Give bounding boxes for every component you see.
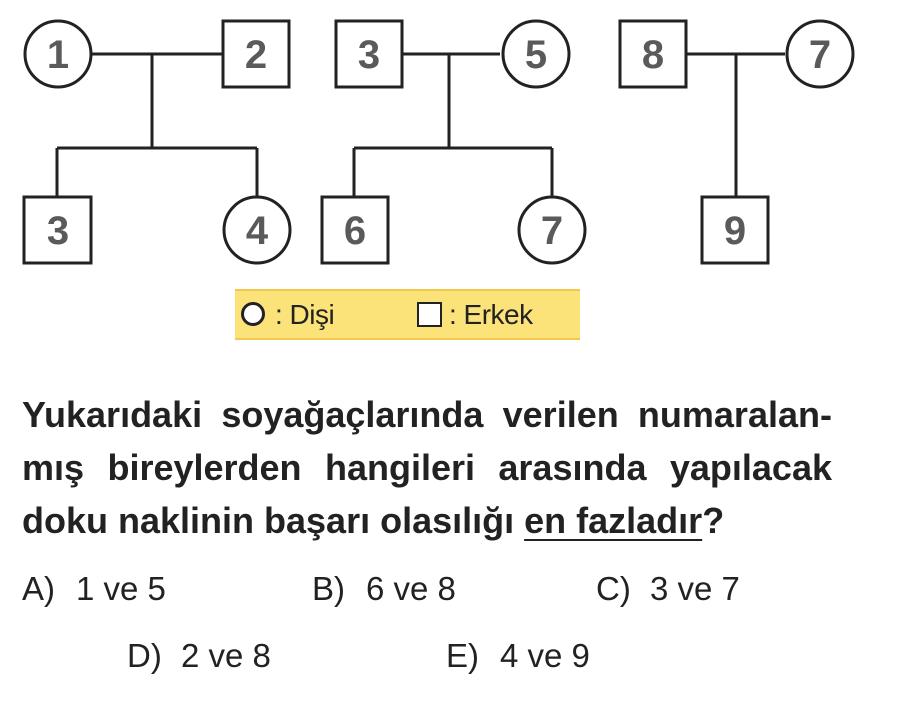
question-word: bireylerden (107, 447, 302, 488)
question-word: soyağaçlarında (221, 394, 484, 435)
individual-number: 9 (723, 209, 747, 253)
individual-9-male (702, 197, 768, 263)
question-text-part: doku naklinin başarı olasılığı (22, 500, 525, 541)
individual-number: 4 (245, 209, 269, 253)
option-text: 3 ve 7 (650, 570, 740, 607)
question-word: yapılacak (669, 447, 832, 488)
question-text (22, 388, 832, 547)
option-letter: D) (127, 637, 162, 674)
individual-3b-male (336, 21, 402, 87)
question-word: Yukarıdaki (22, 394, 203, 435)
option-letter: C) (596, 570, 631, 607)
question-emphasis: en fazladır (524, 500, 703, 541)
individual-7b-female (787, 21, 853, 87)
legend-female-label: : Dişi (275, 299, 335, 330)
individual-8-male (620, 21, 686, 87)
female-symbol-icon (241, 302, 265, 326)
individual-number: 6 (343, 209, 367, 253)
individual-number: 7 (540, 209, 564, 253)
individual-number: 3 (357, 33, 381, 77)
question-word: mış (22, 447, 85, 488)
question-line-3 (22, 494, 832, 547)
individual-6-male (322, 197, 388, 263)
individual-number: 2 (244, 33, 268, 77)
individual-1-female (25, 21, 91, 87)
option-text: 2 ve 8 (181, 637, 271, 674)
individual-number: 8 (641, 33, 665, 77)
individual-4-female (224, 197, 290, 263)
question-word: arasında (498, 447, 647, 488)
question-line-2 (22, 441, 832, 494)
option-b[interactable] (312, 570, 456, 608)
option-a[interactable] (22, 570, 166, 608)
question-word: hangileri (324, 447, 475, 488)
individual-5-female (503, 21, 569, 87)
question-word: numaralan- (637, 394, 832, 435)
option-e[interactable] (446, 637, 590, 675)
individual-number: 7 (808, 33, 832, 77)
legend-male-label: : Erkek (449, 299, 533, 330)
male-symbol-icon (417, 302, 442, 327)
individual-3-male (24, 197, 91, 263)
legend (235, 289, 580, 340)
question-mark: ? (702, 500, 725, 541)
option-text: 1 ve 5 (76, 570, 166, 607)
individual-7-female (519, 197, 585, 263)
individual-number: 3 (46, 209, 70, 253)
option-text: 4 ve 9 (500, 637, 590, 674)
option-d[interactable] (127, 637, 271, 675)
question-line-1 (22, 388, 832, 441)
option-text: 6 ve 8 (366, 570, 456, 607)
option-c[interactable] (596, 570, 740, 608)
option-letter: A) (22, 570, 55, 607)
option-letter: E) (446, 637, 479, 674)
option-letter: B) (312, 570, 345, 607)
individual-number: 5 (524, 33, 548, 77)
individual-number: 1 (46, 33, 70, 77)
question-word: verilen (502, 394, 619, 435)
individual-2-male (223, 21, 289, 87)
pedigree-diagram (0, 0, 898, 290)
